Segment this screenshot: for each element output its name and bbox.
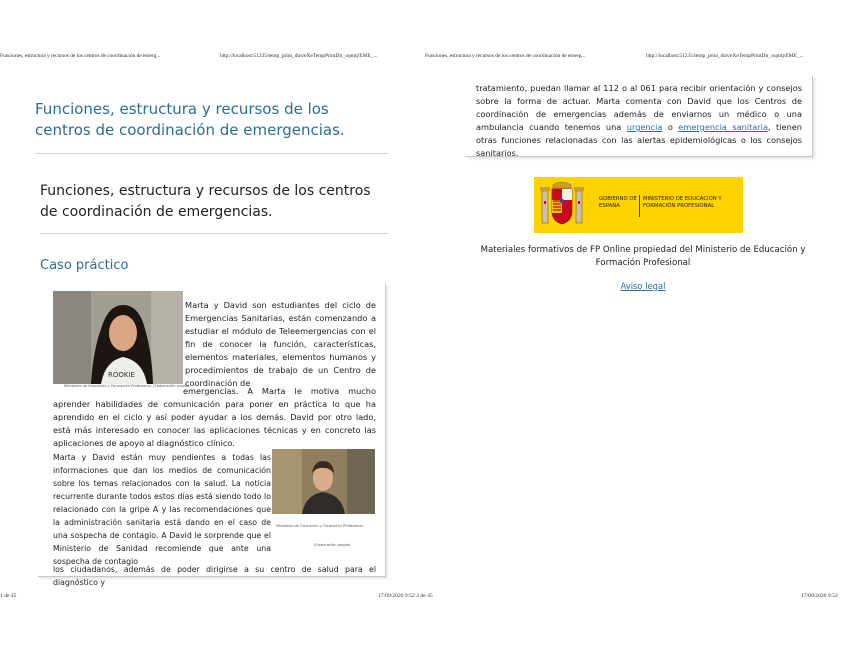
print-footer-page: 1 de 45 xyxy=(0,593,17,599)
section-heading: Caso práctico xyxy=(40,258,129,273)
urgencia-link[interactable]: urgencia xyxy=(626,122,663,132)
page-title: Funciones, estructura y recursos de los centros de coordinación de emergencias. xyxy=(40,183,371,220)
legal-notice-link[interactable]: Aviso legal xyxy=(620,281,666,291)
case-paragraph-continued xyxy=(476,82,802,160)
paragraph-text: tratamiento, puedan llamar al 112 o al 061 para recibir orientación y consejos sobre la forma de actuar. Marta comenta con David que los Centros de coordinación de emergencias además de enviarnos un médico o una ambulancia cuando tenemos una xyxy=(476,83,802,132)
ownership-credit: Materiales formativos de FP Online propiedad del Ministerio de Educación y Formación Profesional xyxy=(480,245,806,268)
case-paragraph-2a: Marta y David están muy pendientes a todas las informaciones que dan los medios de comunicación sobre los temas relacionados con la salud. La noticia recurrente durante todos estos días está siendo todo lo relacionado con la gripe A y las recomendaciones que la administración sanitaria está dando en el caso de una sospecha de contagio. A David le sorprende que el Ministerio de Sanidad recomiende que ante una sospecha de contagio xyxy=(53,453,271,566)
title-divider xyxy=(35,153,388,154)
case-paragraph-1a: Marta y David son estudiantes del ciclo de Emergencias Sanitarias, están comenzando a estudiar el módulo de Teleemergencias con el fin de conocer la función, características, elementos materiales, elementos humanos y procedimientos de trabajo de un Centro de coordinación de xyxy=(185,300,376,388)
paragraph-text: o xyxy=(662,122,679,132)
logo-ministry-text: MINISTERIO DE EDUCACIÓN Y FORMACIÓN PROFESIONAL xyxy=(643,196,722,209)
print-header-url: http://localhost:51235/temp_print_dirs/eXeTempPrintDir_oqmtj/EME_... xyxy=(220,53,378,59)
photo-caption: Ministerio de Educación y Formación Profesional. xyxy=(276,524,364,528)
paragraph-text: , tienen otras funciones relacionadas con las alertas epidemiológicas o los consejos sanitarios. xyxy=(476,122,802,158)
svg-text:ROOKIE: ROOKIE xyxy=(108,371,135,379)
photo-caption: (Elaboración propia) xyxy=(314,543,351,547)
logo-divider xyxy=(639,195,640,217)
print-header-title: Funciones, estructura y recursos de los centros de coordinación de emerg... xyxy=(0,53,161,59)
print-header-url: http://localhost:51235/temp_print_dirs/eXeTempPrintDir_oqmtj/EME_... xyxy=(646,53,804,59)
title-divider xyxy=(40,233,388,234)
site-title: Funciones, estructura y recursos de los centros de coordinación de emergencias. xyxy=(35,100,345,139)
student-photo-david xyxy=(272,449,375,514)
emergencia-sanitaria-link[interactable]: emergencia sanitaria xyxy=(678,122,768,132)
ministry-logo xyxy=(534,177,743,233)
case-paragraph-2b: los ciudadanos, además de poder dirigirse a su centro de salud para el diagnóstico y xyxy=(53,565,376,587)
photo-caption: Ministerio de Educación y Formación Profesional. (Elaboración propia) xyxy=(64,384,190,388)
case-paragraph-1b: emergencias. A Marta le motiva mucho aprender habilidades de comunicación para poner en práctica lo que ha aprendido en el ciclo y así poder ayudar a los demás. David por otro lado, está más interesado en conocer las aplicaciones técnicas y en concreto las aplicaciones de apoyo al diagnóstico clínico. xyxy=(53,386,376,448)
print-footer-date-page: 17/09/2020 9:52 2 de 45 xyxy=(378,593,433,599)
student-photo-marta xyxy=(53,291,183,384)
logo-gobierno-text: GOBIERNO DE ESPAÑA xyxy=(599,196,637,209)
coat-of-arms-icon xyxy=(539,177,599,233)
print-header-title: Funciones, estructura y recursos de los centros de coordinación de emerg... xyxy=(425,53,586,59)
print-footer-date: 17/09/2020 9:52 xyxy=(801,593,838,599)
